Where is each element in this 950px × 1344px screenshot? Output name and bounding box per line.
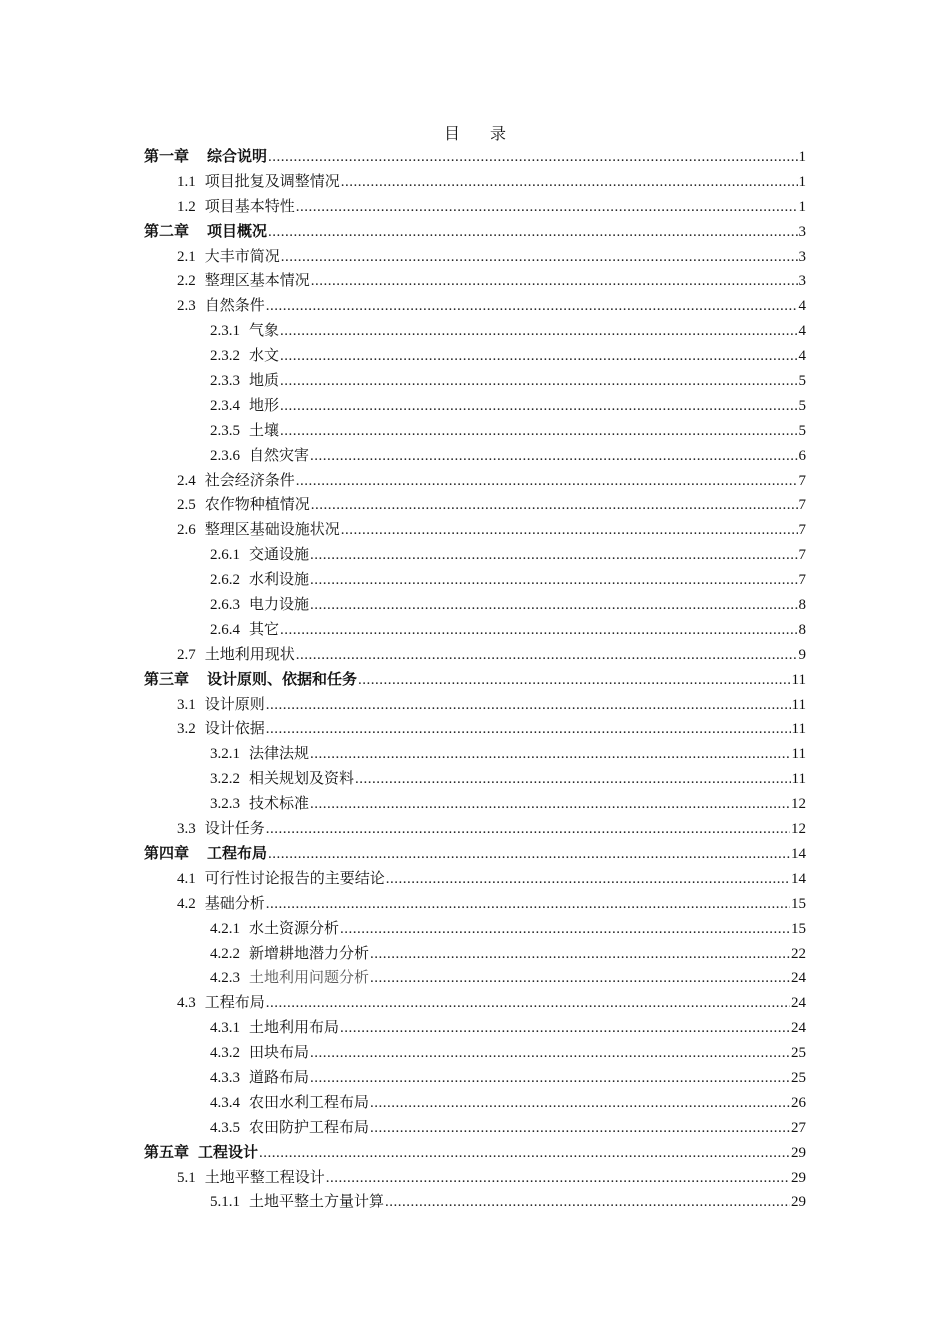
dot-leader — [259, 1141, 790, 1166]
toc-entry-title: 技术标准 — [249, 794, 310, 813]
dot-leader — [280, 419, 797, 444]
toc-entry-number: 2.6 — [177, 522, 196, 539]
toc-entry-page-number: 1 — [798, 149, 806, 165]
toc-entry-title: 土地利用问题分析 — [249, 968, 370, 987]
toc-entry[interactable] — [144, 941, 806, 966]
dot-leader — [311, 269, 798, 294]
dot-leader — [296, 469, 798, 494]
toc-entry-page-number: 22 — [791, 945, 806, 962]
toc-entry-title: 设计原则 — [204, 694, 265, 713]
toc-entry-title: 土地平整土方量计算 — [249, 1192, 385, 1211]
toc-entry-number: 第一章 — [144, 149, 190, 165]
toc-entry-number: 3.2.3 — [210, 796, 240, 813]
toc-entry-number: 3.2.1 — [210, 746, 240, 763]
toc-entry-title: 农田水利工程布局 — [249, 1092, 370, 1111]
toc-entry-page-number: 4 — [798, 298, 806, 315]
dot-leader — [281, 245, 798, 270]
toc-entry[interactable] — [144, 1015, 806, 1040]
toc-entry-page-number: 4 — [798, 323, 806, 340]
toc-entry[interactable] — [144, 318, 806, 343]
toc-entry[interactable] — [144, 443, 806, 468]
toc-entry-page-number: 7 — [798, 472, 806, 489]
toc-entry-title: 地质 — [249, 371, 280, 390]
dot-leader — [280, 618, 797, 643]
dot-leader — [268, 220, 797, 245]
dot-leader — [340, 917, 790, 942]
toc-entry-number: 2.3.5 — [210, 422, 240, 439]
toc-entry-page-number: 11 — [791, 771, 806, 788]
toc-entry[interactable] — [144, 617, 806, 642]
toc-entry-title: 设计任务 — [204, 819, 265, 838]
toc-entry-title: 农作物种植情况 — [204, 495, 310, 514]
toc-entry-number: 2.4 — [177, 472, 196, 489]
toc-title: 目录 — [443, 124, 536, 143]
toc-entry-number: 4.3 — [177, 995, 196, 1012]
toc-entry-title: 工程设计 — [198, 1142, 259, 1161]
toc-entry-number: 2.3.1 — [210, 323, 240, 340]
toc-entry[interactable] — [144, 816, 806, 841]
toc-entry-number: 3.2.2 — [210, 771, 240, 788]
toc-entry[interactable] — [144, 542, 806, 567]
dot-leader — [296, 195, 798, 220]
toc-entry-number: 2.2 — [177, 273, 196, 290]
toc-entry-number: 2.5 — [177, 497, 196, 514]
toc-entry-number: 4.1 — [177, 870, 196, 887]
toc-entry-number: 1.1 — [177, 173, 196, 190]
toc-entry-title: 土地平整工程设计 — [204, 1167, 325, 1186]
toc-entry-title: 大丰市简况 — [204, 246, 280, 265]
toc-entry[interactable] — [144, 990, 806, 1015]
dot-leader — [310, 742, 791, 767]
toc-entry-page-number: 11 — [791, 746, 806, 763]
toc-entry[interactable] — [144, 244, 806, 269]
toc-entry-title: 相关规划及资料 — [249, 769, 355, 788]
toc-entry[interactable] — [144, 642, 806, 667]
dot-leader — [355, 767, 791, 792]
toc-entry-number: 5.1.1 — [210, 1194, 240, 1211]
toc-entry[interactable] — [144, 293, 806, 318]
toc-entry-page-number: 24 — [791, 1020, 806, 1037]
dot-leader — [370, 942, 790, 967]
toc-entry-number: 第四章 — [144, 845, 190, 862]
toc-entry-page-number: 1 — [798, 198, 806, 215]
dot-leader — [280, 394, 797, 419]
table-of-contents — [144, 144, 806, 1214]
toc-entry-number: 4.2.2 — [210, 945, 240, 962]
toc-entry-page-number: 24 — [791, 970, 806, 987]
toc-entry-page-number: 7 — [798, 547, 806, 564]
toc-entry-page-number: 14 — [791, 870, 806, 887]
dot-leader — [268, 842, 790, 867]
toc-entry-number: 2.3.4 — [210, 397, 240, 414]
toc-entry-page-number: 29 — [791, 1169, 806, 1186]
dot-leader — [280, 369, 797, 394]
toc-entry-page-number: 3 — [798, 248, 806, 265]
toc-entry-page-number: 12 — [791, 821, 806, 838]
toc-entry[interactable] — [144, 965, 806, 990]
toc-entry-number: 4.3.3 — [210, 1069, 240, 1086]
toc-entry-page-number: 11 — [791, 671, 806, 688]
toc-entry-title: 项目概况 — [207, 221, 268, 240]
dot-leader — [280, 319, 797, 344]
toc-entry-title: 基础分析 — [204, 893, 265, 912]
toc-entry[interactable] — [144, 891, 806, 916]
dot-leader — [310, 444, 797, 469]
toc-entry[interactable] — [144, 916, 806, 941]
toc-entry-number: 2.3.3 — [210, 373, 240, 390]
toc-entry[interactable] — [144, 567, 806, 592]
toc-entry-title: 新增耕地潜力分析 — [249, 943, 370, 962]
toc-entry-number: 第三章 — [144, 671, 190, 688]
dot-leader — [310, 1066, 790, 1091]
toc-entry-page-number: 15 — [791, 895, 806, 912]
toc-entry-title: 农田防护工程布局 — [249, 1117, 370, 1136]
toc-entry[interactable] — [144, 1189, 806, 1214]
dot-leader — [266, 817, 790, 842]
toc-entry-page-number: 15 — [791, 920, 806, 937]
toc-entry-title: 水文 — [249, 346, 280, 365]
toc-entry[interactable] — [144, 368, 806, 393]
toc-entry[interactable] — [144, 1115, 806, 1140]
toc-entry-title: 地形 — [249, 395, 280, 414]
toc-entry-page-number: 26 — [791, 1094, 806, 1111]
toc-entry-number: 第二章 — [144, 223, 190, 240]
toc-entry-title: 设计依据 — [204, 719, 265, 738]
toc-entry[interactable] — [144, 791, 806, 816]
toc-entry-page-number: 7 — [798, 497, 806, 514]
dot-leader — [310, 568, 797, 593]
toc-entry-page-number: 8 — [798, 621, 806, 638]
toc-entry-number: 2.3.6 — [210, 447, 240, 464]
toc-entry[interactable] — [144, 219, 806, 244]
toc-entry-title: 社会经济条件 — [204, 470, 295, 489]
toc-entry-number: 1.2 — [177, 198, 196, 215]
toc-entry-title: 项目批复及调整情况 — [204, 171, 340, 190]
toc-entry-page-number: 3 — [798, 223, 806, 240]
toc-entry[interactable] — [144, 716, 806, 741]
toc-entry[interactable] — [144, 1040, 806, 1065]
toc-entry-title: 整理区基本情况 — [204, 271, 310, 290]
toc-entry[interactable] — [144, 393, 806, 418]
toc-entry[interactable] — [144, 468, 806, 493]
toc-entry-title: 交通设施 — [249, 545, 310, 564]
toc-entry-title: 自然灾害 — [249, 445, 310, 464]
dot-leader — [385, 1190, 790, 1215]
toc-entry[interactable] — [144, 1165, 806, 1190]
dot-leader — [268, 145, 797, 170]
toc-entry-number: 4.3.4 — [210, 1094, 240, 1111]
toc-entry-page-number: 3 — [798, 273, 806, 290]
toc-entry-page-number: 4 — [798, 348, 806, 365]
toc-entry-page-number: 6 — [798, 447, 806, 464]
toc-entry-title: 道路布局 — [249, 1067, 310, 1086]
toc-entry-title: 法律法规 — [249, 744, 310, 763]
toc-entry-number: 4.3.2 — [210, 1045, 240, 1062]
dot-leader — [326, 1166, 790, 1191]
toc-entry-page-number: 8 — [798, 597, 806, 614]
toc-entry-title: 水土资源分析 — [249, 918, 340, 937]
toc-entry-page-number: 5 — [798, 422, 806, 439]
toc-entry-number: 4.3.1 — [210, 1020, 240, 1037]
toc-entry-page-number: 24 — [791, 995, 806, 1012]
toc-entry-number: 4.2 — [177, 895, 196, 912]
toc-entry[interactable] — [144, 169, 806, 194]
dot-leader — [266, 717, 791, 742]
toc-entry-page-number: 5 — [798, 397, 806, 414]
dot-leader — [341, 170, 798, 195]
toc-entry[interactable] — [144, 418, 806, 443]
toc-entry-number: 第五章 — [144, 1144, 190, 1161]
toc-entry-title: 土地利用布局 — [249, 1018, 340, 1037]
dot-leader — [370, 966, 790, 991]
toc-entry-page-number: 29 — [791, 1144, 806, 1161]
toc-entry[interactable] — [144, 268, 806, 293]
dot-leader — [310, 792, 790, 817]
toc-entry[interactable] — [144, 492, 806, 517]
dot-leader — [310, 1041, 790, 1066]
dot-leader — [296, 643, 798, 668]
toc-entry-page-number: 12 — [791, 796, 806, 813]
dot-leader — [266, 693, 791, 718]
toc-entry-title: 工程布局 — [207, 843, 268, 862]
toc-entry-title: 土地利用现状 — [204, 644, 295, 663]
toc-entry-number: 4.2.1 — [210, 920, 240, 937]
toc-entry-number: 2.3.2 — [210, 348, 240, 365]
toc-entry-number: 2.1 — [177, 248, 196, 265]
dot-leader — [386, 867, 790, 892]
toc-entry-title: 气象 — [249, 321, 280, 340]
dot-leader — [341, 518, 798, 543]
toc-entry-page-number: 11 — [791, 696, 806, 713]
toc-entry-number: 3.1 — [177, 696, 196, 713]
dot-leader — [370, 1116, 790, 1141]
toc-entry-title: 水利设施 — [249, 570, 310, 589]
toc-entry-title: 其它 — [249, 619, 280, 638]
dot-leader — [311, 493, 798, 518]
dot-leader — [310, 593, 797, 618]
toc-entry-page-number: 1 — [798, 173, 806, 190]
toc-entry-page-number: 5 — [798, 373, 806, 390]
toc-entry-page-number: 9 — [798, 646, 806, 663]
toc-entry-page-number: 11 — [791, 721, 806, 738]
toc-entry[interactable] — [144, 841, 806, 866]
toc-entry[interactable] — [144, 766, 806, 791]
toc-entry-page-number: 27 — [791, 1119, 806, 1136]
toc-entry[interactable] — [144, 667, 806, 692]
toc-entry[interactable] — [144, 144, 806, 169]
toc-entry[interactable] — [144, 592, 806, 617]
toc-entry-number: 2.7 — [177, 646, 196, 663]
toc-entry[interactable] — [144, 866, 806, 891]
toc-entry-number: 3.2 — [177, 721, 196, 738]
toc-entry-number: 2.6.2 — [210, 572, 240, 589]
dot-leader — [358, 668, 791, 693]
toc-entry[interactable] — [144, 1140, 806, 1165]
toc-entry-number: 3.3 — [177, 821, 196, 838]
toc-entry-title: 整理区基础设施状况 — [204, 520, 340, 539]
toc-entry-page-number: 29 — [791, 1194, 806, 1211]
dot-leader — [266, 991, 790, 1016]
dot-leader — [340, 1016, 790, 1041]
toc-entry-title: 综合说明 — [207, 147, 268, 165]
toc-entry[interactable] — [144, 1090, 806, 1115]
toc-entry[interactable] — [144, 692, 806, 717]
toc-entry-page-number: 25 — [791, 1045, 806, 1062]
dot-leader — [266, 294, 798, 319]
toc-entry[interactable] — [144, 343, 806, 368]
toc-entry-title: 电力设施 — [249, 595, 310, 614]
toc-entry-title: 工程布局 — [204, 993, 265, 1012]
toc-entry-page-number: 25 — [791, 1069, 806, 1086]
dot-leader — [280, 344, 797, 369]
dot-leader — [370, 1091, 790, 1116]
toc-entry-title: 设计原则、依据和任务 — [207, 669, 358, 688]
toc-entry-number: 2.6.1 — [210, 547, 240, 564]
toc-entry[interactable] — [144, 741, 806, 766]
dot-leader — [310, 543, 797, 568]
toc-entry-number: 5.1 — [177, 1169, 196, 1186]
toc-entry[interactable] — [144, 517, 806, 542]
toc-entry-title: 田块布局 — [249, 1043, 310, 1062]
toc-entry-number: 2.3 — [177, 298, 196, 315]
toc-entry-title: 土壤 — [249, 420, 280, 439]
toc-entry-number: 2.6.4 — [210, 621, 240, 638]
toc-entry-title: 自然条件 — [204, 296, 265, 315]
dot-leader — [266, 892, 790, 917]
toc-entry[interactable] — [144, 1065, 806, 1090]
toc-entry-number: 4.2.3 — [210, 970, 240, 987]
toc-entry-page-number: 7 — [798, 522, 806, 539]
toc-entry-title: 项目基本特性 — [204, 196, 295, 215]
toc-entry-page-number: 7 — [798, 572, 806, 589]
toc-entry-number: 4.3.5 — [210, 1119, 240, 1136]
toc-entry-number: 2.6.3 — [210, 597, 240, 614]
toc-entry-page-number: 14 — [791, 845, 806, 862]
toc-entry-title: 可行性讨论报告的主要结论 — [204, 868, 385, 887]
toc-entry[interactable] — [144, 194, 806, 219]
